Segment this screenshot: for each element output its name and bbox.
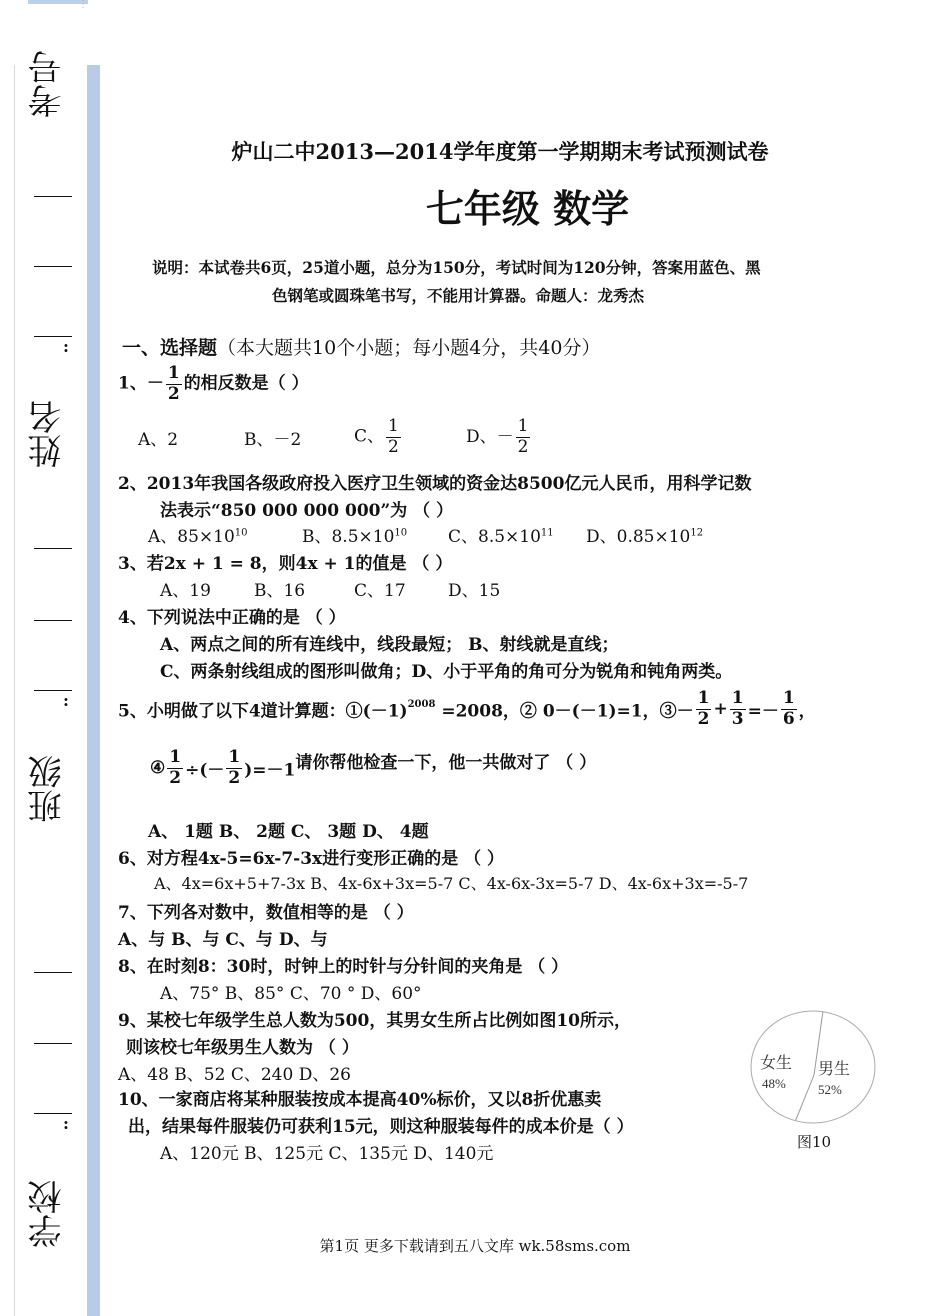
q5-f1-den: 2 [697,708,710,729]
q5-frac-1 [696,689,712,729]
q2-b-text: B、8.5×10 [302,527,395,547]
side-line [34,972,72,973]
q8-stem: 8、在时刻8：30时，时钟上的时针与分针间的夹角是 （ ） [118,957,569,977]
q7-options: A、与 B、与 C、与 D、与 [118,930,328,950]
q1-num: 1 [167,363,180,383]
section-heading-title: 一、选择题 [122,337,218,359]
q2-options [148,522,703,547]
q2-option-c [448,522,586,547]
q5-p4: ④ [150,758,166,779]
q5-f3-num: 1 [782,688,795,708]
pie-chart-svg [748,1010,878,1125]
q5-f2-den: 3 [731,708,744,729]
q1-fraction [166,364,182,404]
q9-line-2: 则该校七年级男生人数为 （ ） [126,1038,359,1058]
q1-options [138,417,532,457]
q2-line-1: 2、2013年我国各级政府投入医疗卫生领域的资金达8500亿元人民币，用科学记数 [118,474,752,494]
side-colon: : [63,1114,69,1133]
q5-frac-5 [226,748,242,788]
q1-option-c-frac [386,417,401,457]
q5-line-1 [118,689,816,729]
side-label-kaohao-text: 考号 [28,50,68,118]
q2-c-exp: 11 [540,527,554,539]
q1-option-d-label: D、－ [466,426,514,447]
q3-option-b: B、16 [254,581,306,601]
q6-options: A、4x=6x+5+7-3x B、4x-6x+3x=5-7 C、4x-6x-3x=5-7 D、4x-6x+3x=-5-7 [154,874,749,893]
side-line [34,1043,72,1044]
side-label-xingming [28,400,72,468]
q1-stem: 的相反数是（ ） [183,373,309,394]
section-heading-note: （本大题共10个小题；每小题4分，共40分） [217,337,601,359]
pie-chart [748,1010,878,1125]
subject-title [0,178,950,233]
side-colon: : [63,691,69,710]
q1-option-c [354,417,466,457]
q5-f2-num: 1 [731,688,744,708]
q3-options [160,576,500,601]
q5-options: A、 1题 B、 2题 C、 3题 D、 4题 [148,822,429,842]
q5-div: ÷(－ [185,760,225,781]
q5-f3-den: 6 [782,708,795,729]
q5-part1: =2008，② 0－(－1)=1，③－ [435,701,694,722]
q2-option-d [586,527,703,547]
q2-option-b [302,522,448,547]
q1-c-den: 2 [388,436,399,457]
q10-line-1: 10、一家商店将某种服装按成本提高40%标价，又以8折优惠卖 [118,1090,602,1110]
q5-ask: 请你帮他检查一下，他一共做对了 （ ） [295,753,597,773]
q2-b-exp: 10 [394,527,408,539]
q10-line-2: 出，结果每件服装仍可获利15元，则这种服装每件的成本价是（ ） [128,1117,634,1137]
q5-frac-2 [730,689,746,729]
q1-c-num: 1 [388,416,399,436]
exam-title-text: 炉山二中2013—2014学年度第一学期期末考试预测试卷 [231,139,769,164]
q1-option-a: A、2 [138,429,179,450]
pie-value-male: 52% [818,1082,842,1097]
q7-stem: 7、下列各对数中，数值相等的是 （ ） [118,903,414,923]
q2-a-text: A、85×10 [148,527,235,547]
q5-f5-num: 1 [228,747,241,767]
q10-options: A、120元 B、125元 C、135元 D、140元 [160,1144,494,1164]
q8-options: A、75° B、85° C、70 ° D、60° [160,984,422,1004]
q5-f4-den: 2 [169,767,182,788]
q5-f5-den: 2 [228,767,241,788]
side-label-kaohao [28,50,72,118]
q2-c-text: C、8.5×10 [448,527,541,547]
q1-option-b: B、－2 [244,429,302,450]
q1-den: 2 [167,383,180,404]
q1-option-d [466,416,532,457]
q2-d-exp: 12 [690,527,704,539]
corner-dots: ⋮ [78,0,88,10]
q5-prefix: 5、小明做了以下4道计算题：①(－1) [118,701,408,722]
q5-f4-num: 1 [169,747,182,767]
q5-eq: =－ [747,701,779,722]
q2-option-a [148,522,302,547]
q5-line-2 [150,748,596,788]
q2-line-2: 法表示“850 000 000 000”为 （ ） [160,501,454,521]
q5-frac-4 [167,748,183,788]
q5-f1-num: 1 [697,688,710,708]
q1-d-den: 2 [517,436,529,457]
side-label-banji-text: 班级 [28,755,68,823]
q2-a-exp: 10 [234,527,248,539]
exam-title [0,136,950,166]
side-label-xingming-text: 姓名 [28,400,68,468]
q1-d-num: 1 [517,416,529,436]
q5-end: )=－1 [244,760,296,781]
page-footer: 第1页 更多下载请到五八文库 wk.58sms.com [319,1237,631,1255]
q4-stem: 4、下列说法中正确的是 （ ） [118,608,346,628]
q3-stem: 3、若2x + 1 = 8，则4x + 1的值是 （ ） [118,554,453,574]
q3-option-c: C、17 [354,581,406,601]
question-1 [118,364,309,404]
q9-line-1: 9、某校七年级学生总人数为500，其男女生所占比例如图10所示， [118,1011,631,1031]
q5-comma: ， [798,701,816,722]
q2-d-text: D、0.85×10 [586,527,691,547]
q4-options-line-1: A、两点之间的所有连线中，线段最短； B、射线就是直线； [160,635,619,655]
q5-frac-3 [781,689,797,729]
side-label-xuexiao-text: 学校 [28,1180,68,1248]
pie-label-female: 女生 [760,1055,793,1072]
side-line [34,548,72,549]
side-line [34,620,72,621]
q1-prefix: 1、－ [118,373,164,394]
pie-label-male: 男生 [818,1061,851,1078]
q4-options-line-2: C、两条射线组成的图形叫做角；D、小于平角的角可分为锐角和钝角两类。 [160,662,733,682]
q9-options: A、48 B、52 C、240 D、26 [118,1065,351,1085]
binding-strip [87,65,100,1316]
subject-title-text: 七年级 数学 [425,186,630,231]
q1-option-d-frac [516,417,531,457]
side-colon: : [63,337,69,356]
q5-exp: 2008 [407,698,436,710]
pie-value-female: 48% [762,1076,786,1091]
pie-caption: 图10 [797,1133,832,1151]
q5-plus: + [713,699,728,720]
section-heading [122,333,600,360]
instructions-line-2: 色钢笔或圆珠笔书写，不能用计算器。命题人：龙秀杰 [272,286,645,305]
q3-option-a: A、19 [160,581,211,601]
instructions-line-1: 说明：本试卷共6页，25道小题，总分为150分，考试时间为120分钟，答案用蓝色、黑 [152,258,761,277]
q1-option-c-label: C、 [354,426,385,447]
side-line [34,266,72,267]
q6-stem: 6、对方程4x-5=6x-7-3x进行变形正确的是 （ ） [118,849,505,869]
side-label-banji [28,755,72,823]
q3-option-d: D、15 [448,581,501,601]
